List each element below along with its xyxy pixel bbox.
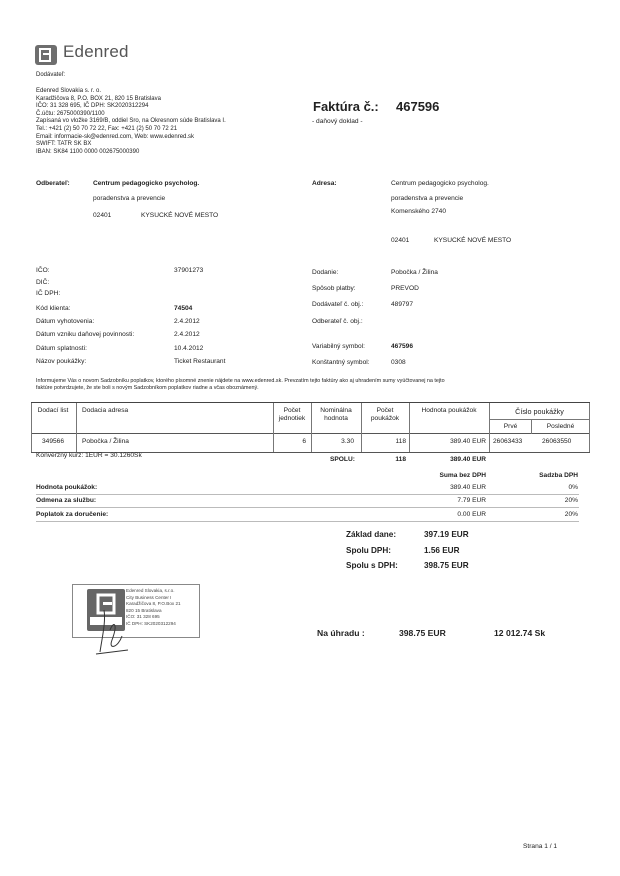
- address-zip: 02401: [391, 237, 410, 244]
- issue-date-label: Dátum vyhotovenia:: [36, 318, 95, 325]
- spolu-label: SPOLU:: [330, 456, 355, 463]
- summary-voucher-rate: 0%: [568, 484, 578, 491]
- customer-city: KYSUCKÉ NOVÉ MESTO: [141, 212, 219, 219]
- notice-line: Informujeme Vás o novom Sadzobníku poplatkov, ktorého písomné znenie nájdete na www.edenred.sk. Prevzatím tejto faktúry ako aj uhradením sumy vyúčtovanej na tejto: [36, 378, 445, 384]
- row-pocet-poukazok: 118: [395, 438, 406, 445]
- voucher-subheader-border: [489, 419, 589, 420]
- conversion-rate: Konverzný kurz: 1EUR = 30.1260Sk: [36, 452, 142, 459]
- summary-col-amount: Suma bez DPH: [439, 472, 486, 479]
- col-pocet-poukazok: Počet poukážok: [370, 407, 400, 422]
- stamp-line: City Business Center I: [126, 594, 172, 600]
- tax-base-label: Základ dane:: [346, 530, 397, 539]
- customer-name-2: poradenstva a prevencie: [93, 195, 166, 202]
- col-posledne: Posledné: [546, 423, 575, 430]
- voucher-name-label: Názov poukážky:: [36, 358, 87, 365]
- notice-line: faktúre potvrdzujete, že ste boli s novým Sadzobníkom poplatkov riadne a včas oboznámený.: [36, 385, 259, 391]
- col-hodnota-poukazok: [410, 407, 488, 415]
- spolu-value: 389.40 EUR: [450, 456, 486, 463]
- summary-divider: [36, 521, 579, 522]
- edenred-logo-icon: [35, 45, 57, 65]
- col-dodaci-list: Dodací list: [37, 407, 69, 414]
- vat-total-label: Spolu DPH:: [346, 546, 392, 555]
- summary-fee-amount: 7.79 EUR: [457, 497, 486, 504]
- summary-fee-rate: 20%: [564, 497, 578, 504]
- voucher-name-value: Ticket Restaurant: [174, 358, 226, 365]
- col-nominalna-hodnota: Nominálna hodnota: [320, 407, 352, 422]
- brand-name: Edenred: [63, 42, 129, 61]
- col-prve: Prvé: [503, 423, 518, 430]
- stamp-line: Edenred Slovakia, s.r.o.: [126, 588, 175, 593]
- summary-voucher-amount: 389.40 EUR: [450, 484, 486, 491]
- vat-total-value: 1.56 EUR: [424, 546, 460, 555]
- row-hodnota-poukazok: 389.40 EUR: [450, 438, 486, 445]
- row-prve: 26063433: [493, 438, 523, 445]
- issue-date-value: 2.4.2012: [174, 318, 200, 325]
- supplier-line: SWIFT: TATR SK BX: [36, 141, 92, 148]
- icdph-label: IČ DPH:: [36, 290, 61, 297]
- summary-divider: [36, 494, 579, 495]
- tax-date-value: 2.4.2012: [174, 331, 200, 338]
- summary-fee-label: Odmena za službu:: [36, 497, 97, 504]
- col-pocet-jednotiek: Počet jednotiek: [278, 407, 306, 422]
- supplier-address: [36, 88, 296, 156]
- address-name-2: poradenstva a prevencie: [391, 195, 464, 202]
- client-code-value: 74504: [174, 305, 193, 312]
- total-with-vat-label: Spolu s DPH:: [346, 561, 398, 570]
- fee-notice: [36, 378, 596, 392]
- customer-zip: 02401: [93, 212, 112, 219]
- customer-label: Odberateľ:: [36, 180, 70, 187]
- delivery-label: Dodanie:: [312, 269, 339, 276]
- constant-symbol-value: 0308: [391, 359, 406, 366]
- table-col-divider: [589, 403, 590, 452]
- invoice-subtitle: - daňový doklad -: [312, 118, 363, 125]
- stamp-line: Karadžičova 8, P.O.Box 21: [126, 601, 181, 607]
- variable-symbol-label: Variabilný symbol:: [312, 343, 366, 350]
- client-code-label: Kód klienta:: [36, 305, 71, 312]
- constant-symbol-label: Konštantný symbol:: [312, 359, 370, 366]
- stamp-line: IČ DPH: SK2020312294: [126, 620, 176, 626]
- summary-delivery-amount: 0.00 EUR: [457, 511, 486, 518]
- amount-due-eur: 398.75 EUR: [399, 628, 446, 638]
- tax-date-label: Dátum vzniku daňovej povinnosti:: [36, 331, 135, 338]
- payment-method-value: PREVOD: [391, 285, 419, 292]
- supplier-line: IBAN: SK84 1100 0000 002675000390: [36, 148, 140, 155]
- address-city: KYSUCKÉ NOVÉ MESTO: [434, 237, 512, 244]
- supplier-line: Karadžičova 8, P.O. BOX 21, 820 15 Bratislava: [36, 95, 161, 102]
- supplier-line: Edenred Slovakia s. r. o.: [36, 88, 102, 94]
- supplier-line: IČO: 31 328 695, IČ DPH: SK2020312294: [36, 103, 149, 110]
- invoice-title: Faktúra č.:: [313, 99, 379, 114]
- variable-symbol-value: 467596: [391, 343, 414, 350]
- amount-due-label: Na úhradu :: [317, 628, 365, 638]
- stamp-line: 820 15 Bratislava: [126, 607, 162, 613]
- invoice-number: 467596: [396, 99, 440, 114]
- due-date-label: Dátum splatnosti:: [36, 345, 87, 352]
- supplier-order-value: 489797: [391, 301, 414, 308]
- address-label: Adresa:: [312, 180, 337, 187]
- row-adresa: Pobočka / Žilina: [82, 438, 129, 445]
- col-dodacia-adresa: Dodacia adresa: [82, 407, 129, 414]
- delivery-value: Pobočka / Žilina: [391, 269, 438, 276]
- ico-value: 37901273: [174, 267, 204, 274]
- summary-voucher-label: Hodnota poukážok:: [36, 484, 98, 491]
- customer-order-label: Odberateľ č. obj.:: [312, 318, 363, 325]
- supplier-order-label: Dodávateľ č. obj.:: [312, 301, 364, 308]
- payment-method-label: Spôsob platby:: [312, 285, 356, 292]
- row-dodaci-list: 349566: [42, 438, 65, 445]
- col-cislo-poukazky: Číslo poukážky: [515, 407, 564, 416]
- supplier-label: Dodávateľ:: [36, 72, 66, 78]
- summary-divider: [36, 507, 579, 508]
- address-street: Komenského 2740: [391, 208, 446, 215]
- supplier-line: Zapísaná vo vložke 3169/B, oddiel Sro, na Okresnom súde Bratislava I.: [36, 118, 226, 125]
- page-number: Strana 1 / 1: [523, 843, 558, 850]
- spolu-count: 118: [395, 456, 406, 463]
- summary-col-rate: Sadzba DPH: [539, 472, 578, 479]
- supplier-line: Č.účtu: 2675000390/1100: [36, 110, 105, 117]
- total-with-vat-value: 398.75 EUR: [424, 561, 469, 570]
- signature: [88, 600, 148, 658]
- supplier-line: Tel.: +421 (2) 50 70 72 22, Fax: +421 (2) 50 70 72 21: [36, 125, 178, 132]
- row-nominalna-hodnota: 3.30: [341, 438, 354, 445]
- due-date-value: 10.4.2012: [174, 345, 204, 352]
- col-hodnota-label: Hodnota poukážok: [421, 407, 477, 414]
- dic-label: DIČ:: [36, 279, 50, 286]
- tax-base-value: 397.19 EUR: [424, 530, 469, 539]
- table-col-divider: [76, 403, 77, 452]
- customer-name: Centrum pedagogicko psycholog.: [93, 180, 200, 187]
- row-posledne: 26063550: [542, 438, 572, 445]
- stamp-line: IČO: 31 328 695: [126, 614, 160, 620]
- amount-due-sk: 12 012.74 Sk: [494, 628, 546, 638]
- row-pocet-jednotiek: 6: [302, 438, 306, 445]
- summary-delivery-rate: 20%: [564, 511, 578, 518]
- address-name: Centrum pedagogicko psycholog.: [391, 180, 489, 187]
- summary-delivery-label: Poplatok za doručenie:: [36, 511, 109, 518]
- ico-label: IČO:: [36, 267, 50, 274]
- supplier-line: Email: informacie-sk@edenred.com, Web: www.edenred.sk: [36, 133, 195, 140]
